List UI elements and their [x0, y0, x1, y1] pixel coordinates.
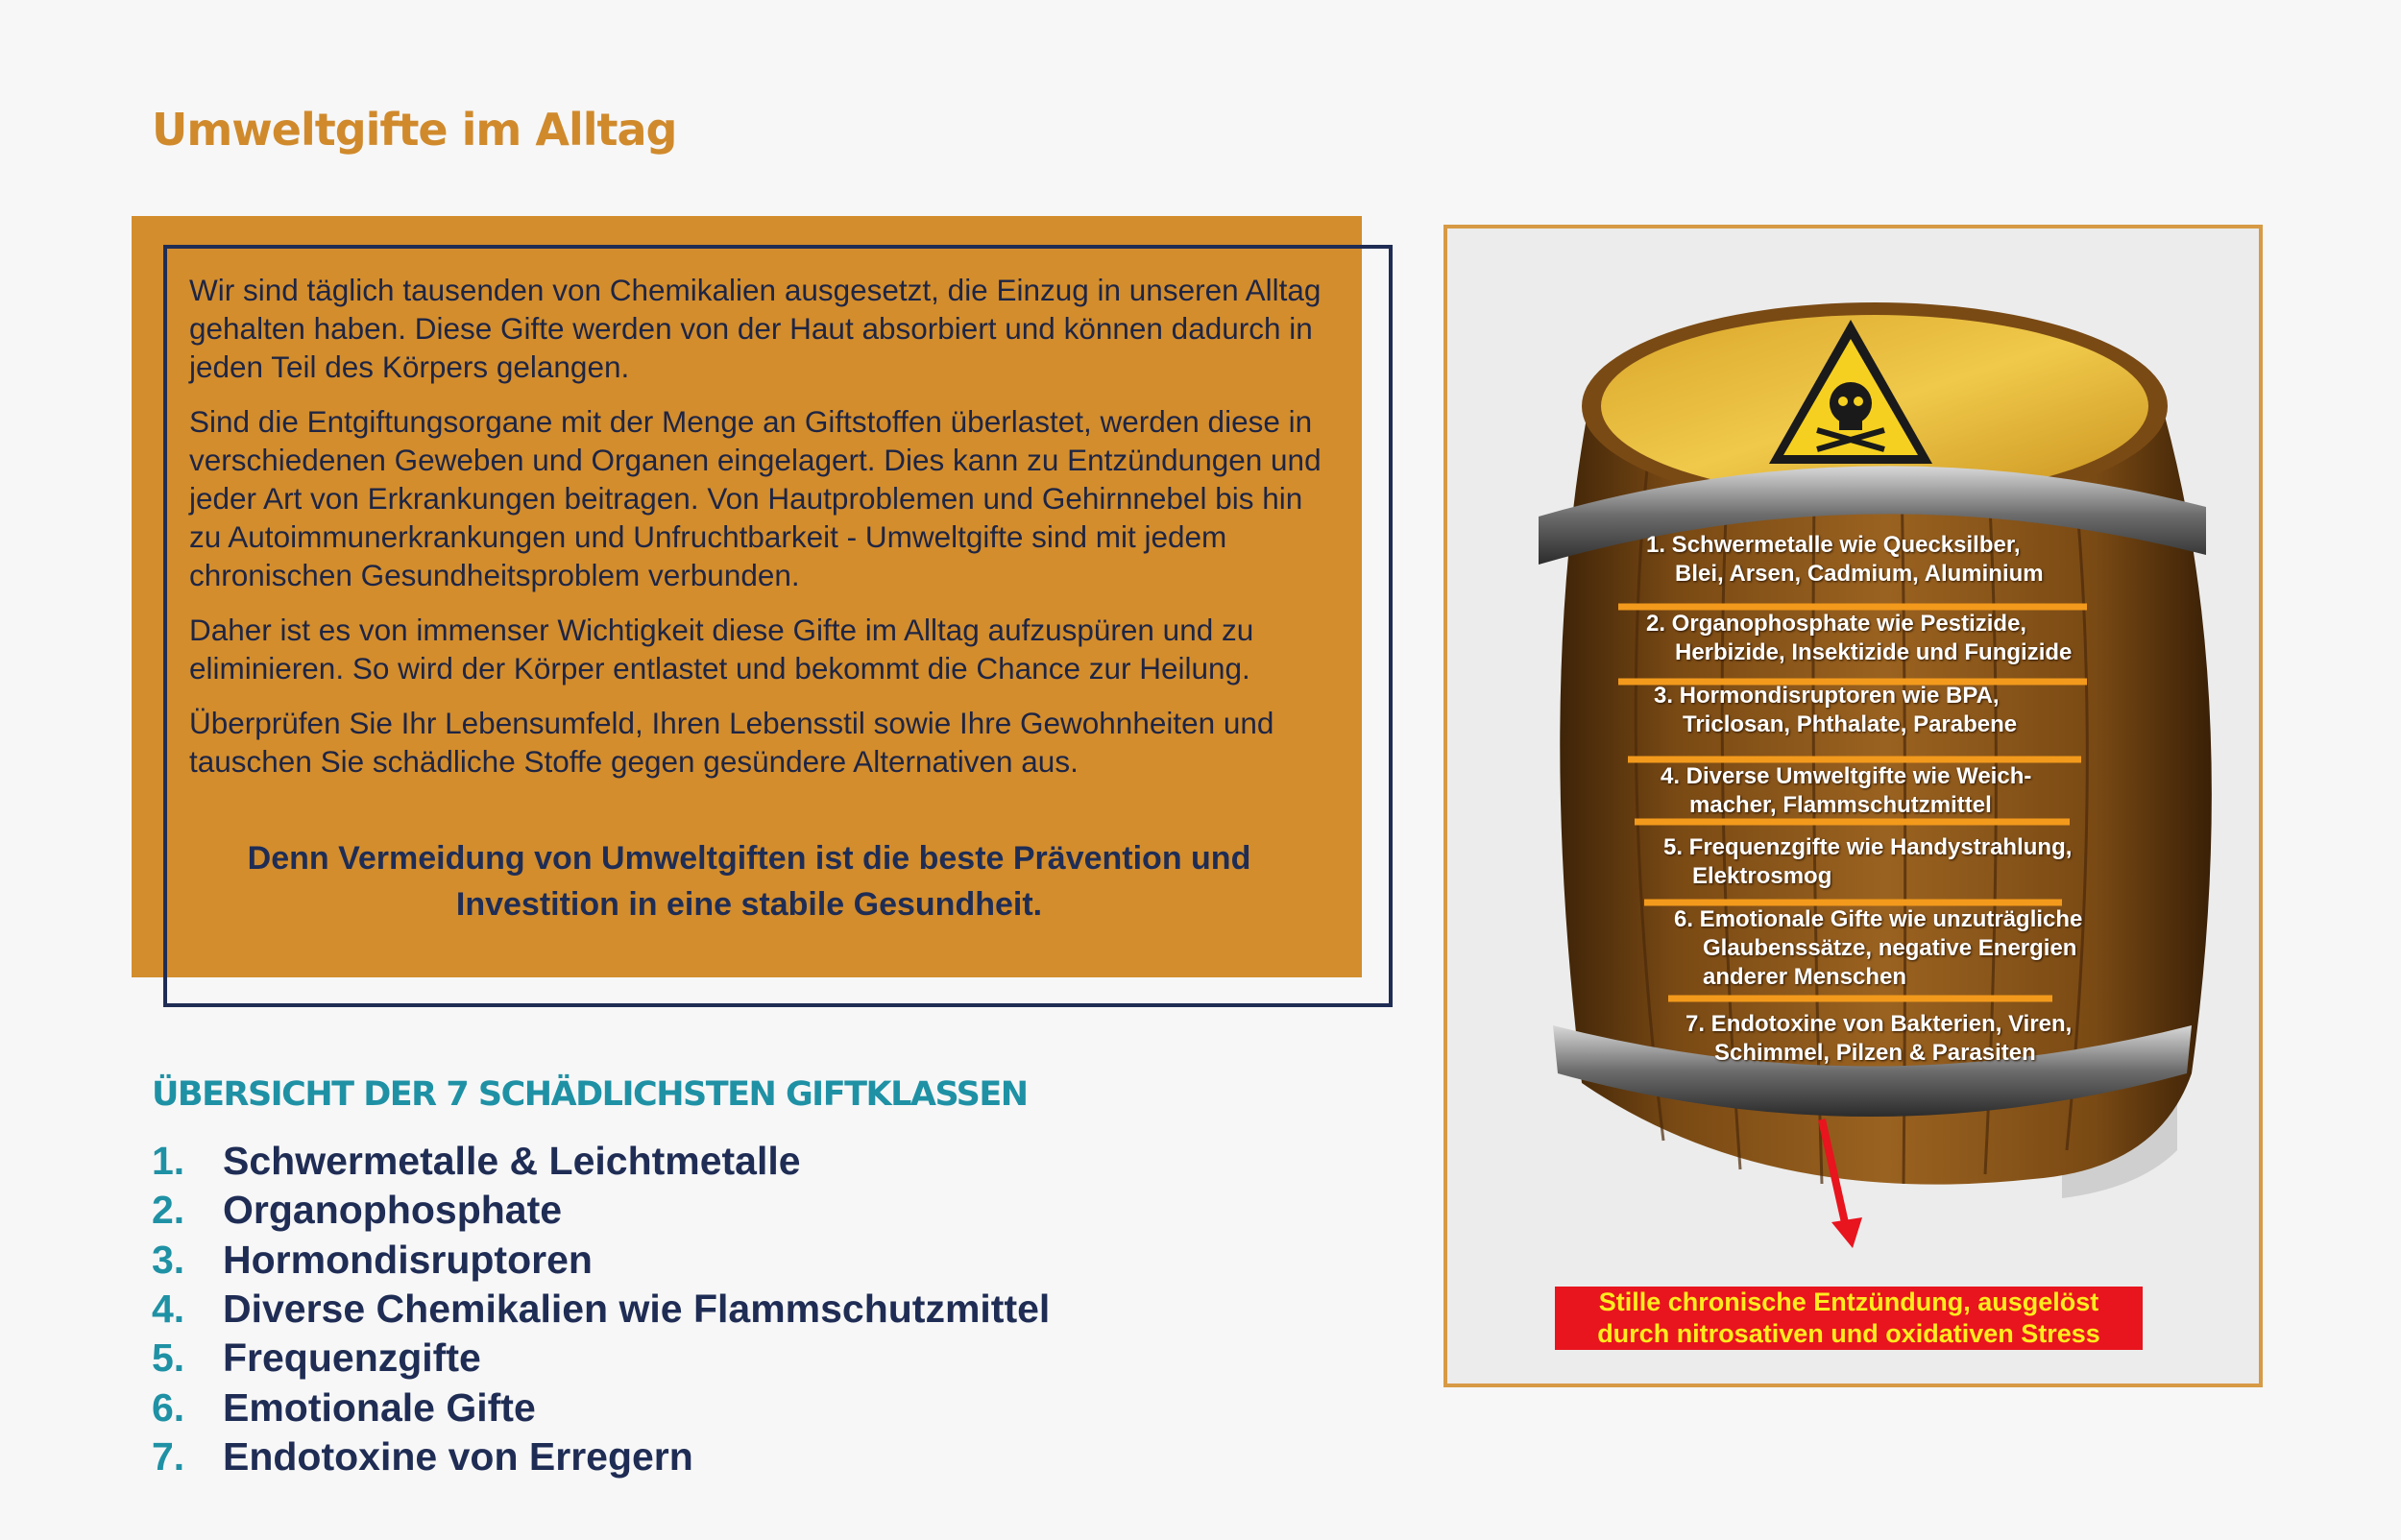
list-item: [152, 1432, 1050, 1481]
intro-paragraph: Überprüfen Sie Ihr Lebensumfeld, Ihren Lebensstil sowie Ihre Gewohnheiten und tauschen Sie schädliche Stoffe gegen gesündere Alternativen aus.: [189, 706, 1274, 779]
list-number: 7.: [152, 1433, 185, 1479]
overview-heading: ÜBERSICHT DER 7 SCHÄDLICHSTEN GIFTKLASSEN: [152, 1075, 1028, 1114]
list-number: 2.: [152, 1188, 185, 1233]
list-label: Diverse Chemikalien wie Flammschutzmittel: [223, 1287, 1051, 1332]
intro-paragraph: Wir sind täglich tausenden von Chemikalien ausgesetzt, die Einzug in unseren Alltag gehalten haben. Diese Gifte werden von der Haut absorbiert und können dadurch in jeden Teil des Körpers gelangen.: [189, 273, 1322, 384]
callout-line: Investition in eine stabile Gesundheit.: [455, 886, 1043, 923]
list-label: Hormondisruptoren: [223, 1237, 593, 1282]
inflammation-warning: [1555, 1287, 2143, 1350]
toxin-class-list: [152, 1137, 1050, 1481]
warning-line: Stille chronische Entzündung, ausgelöst: [1598, 1287, 2099, 1316]
barrel-label: [1646, 531, 2044, 589]
barrel-label: [1646, 610, 2072, 667]
warning-line: durch nitrosativen und oxidativen Stress: [1597, 1319, 2100, 1348]
barrel-label-line: 7. Endotoxine von Bakterien, Viren,: [1686, 1011, 2073, 1037]
list-number: 6.: [152, 1384, 185, 1430]
barrel-label: [1663, 833, 2072, 891]
list-number: 4.: [152, 1287, 185, 1332]
intro-paragraph: Daher ist es von immenser Wichtigkeit diese Gifte im Alltag aufzuspüren und zu eliminieren. So wird der Körper entlastet und bekommt die Chance zur Heilung.: [189, 613, 1254, 686]
list-label: Frequenzgifte: [223, 1335, 481, 1381]
barrel-label-line: Triclosan, Phthalate, Parabene: [1683, 711, 2018, 737]
barrel-label-line: macher, Flammschutzmittel: [1689, 792, 1992, 818]
list-item: [152, 1186, 1050, 1235]
barrel-label-line: 6. Emotionale Gifte wie unzuträgliche: [1674, 906, 2083, 932]
barrel-label-line: 2. Organophosphate wie Pestizide,: [1646, 611, 2027, 637]
callout-statement: [173, 835, 1325, 927]
list-label: Schwermetalle & Leichtmetalle: [223, 1139, 801, 1184]
list-number: 5.: [152, 1335, 185, 1381]
barrel-label-line: Schimmel, Pilzen & Parasiten: [1714, 1040, 2036, 1066]
barrel-label-line: Herbizide, Insektizide und Fungizide: [1675, 639, 2073, 665]
barrel-label-line: Glaubenssätze, negative Energien: [1703, 935, 2077, 961]
barrel-label: [1661, 762, 2031, 820]
barrel-figure: [1443, 225, 2263, 1387]
barrel-label-line: Elektrosmog: [1692, 863, 1832, 889]
list-item: [152, 1383, 1050, 1432]
barrel-label-line: Blei, Arsen, Cadmium, Aluminium: [1675, 561, 2044, 587]
barrel-label: [1674, 905, 2082, 992]
list-label: Endotoxine von Erregern: [223, 1433, 693, 1479]
intro-text: [189, 271, 1322, 797]
barrel-label-line: 3. Hormondisruptoren wie BPA,: [1654, 683, 2000, 709]
list-number: 1.: [152, 1139, 185, 1184]
list-number: 3.: [152, 1237, 185, 1282]
barrel-label-line: 1. Schwermetalle wie Quecksilber,: [1646, 532, 2021, 558]
intro-paragraph: Sind die Entgiftungsorgane mit der Menge an Giftstoffen überlastet, werden diese in verschiedenen Geweben und Organen eingelagert. Dies kann zu Entzündungen und jeder Art von Erkrankungen beitragen. Von Hautproblemen und Gehirnnebel bis hin zu Autoimmunerkrankungen und Unfruchtbarkeit - Umweltgifte sind mit jedem chronischen Gesundheitsproblem verbunden.: [189, 404, 1322, 592]
barrel-label-line: anderer Menschen: [1703, 964, 1907, 990]
list-label: Emotionale Gifte: [223, 1384, 536, 1430]
list-item: [152, 1334, 1050, 1383]
barrel-label: [1654, 682, 2017, 739]
callout-line: Denn Vermeidung von Umweltgiften ist die beste Prävention und: [247, 840, 1251, 877]
barrel-label-line: 5. Frequenzgifte wie Handystrahlung,: [1663, 834, 2073, 860]
page-title: Umweltgifte im Alltag: [152, 104, 677, 156]
barrel-label: [1686, 1010, 2072, 1068]
list-item: [152, 1137, 1050, 1186]
list-item: [152, 1285, 1050, 1334]
barrel-label-line: 4. Diverse Umweltgifte wie Weich-: [1661, 763, 2032, 789]
list-label: Organophosphate: [223, 1188, 563, 1233]
list-item: [152, 1236, 1050, 1285]
